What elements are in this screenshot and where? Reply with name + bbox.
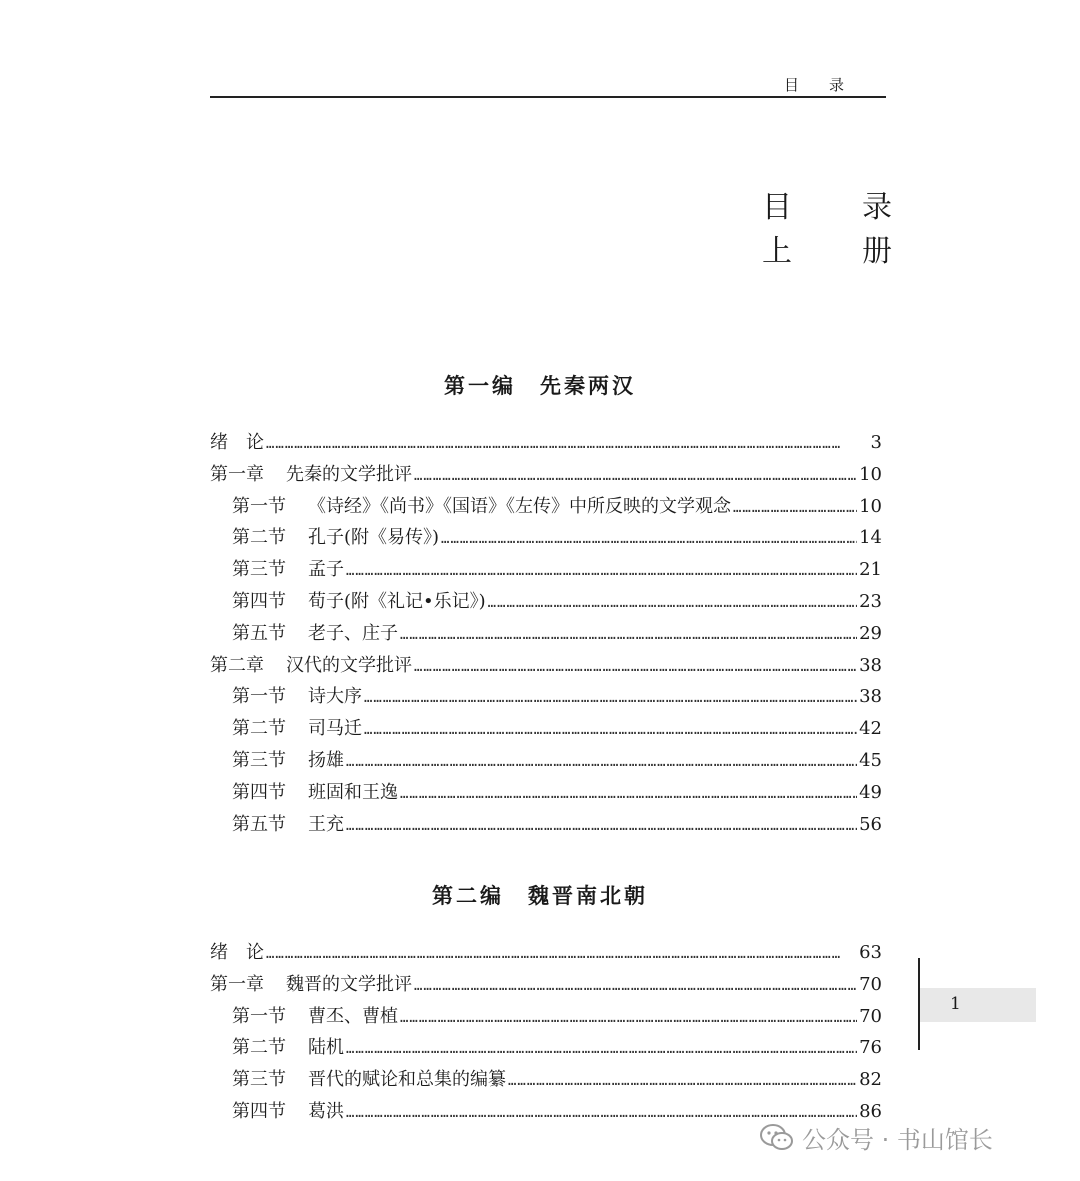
toc-entry — [210, 1002, 882, 1034]
toc-entry-title: 晋代的赋论和总集的编纂 — [308, 1069, 506, 1091]
toc-entry-label — [232, 1097, 344, 1123]
toc-entry-title: 荀子(附《礼记•乐记》) — [308, 590, 486, 612]
toc-leader-dots — [441, 531, 857, 547]
toc-entry-number: 第一章 — [210, 973, 264, 995]
watermark-text: 公众号 · 书山馆长 — [802, 1126, 993, 1154]
toc-part-2 — [210, 938, 882, 1129]
toc-entry — [210, 778, 882, 810]
toc-leader-dots — [266, 436, 858, 452]
toc-entry-label — [232, 555, 344, 581]
toc-entry-page: 49 — [859, 781, 882, 803]
running-head — [210, 74, 886, 98]
toc-entry-page: 45 — [859, 749, 882, 771]
toc-entry-page: 86 — [859, 1100, 882, 1122]
page-title — [762, 186, 892, 274]
toc-entry — [210, 651, 882, 683]
toc-leader-dots — [266, 946, 857, 962]
toc-entry — [210, 714, 882, 746]
toc-entry-label — [210, 460, 412, 486]
toc-entry-page: 76 — [859, 1037, 882, 1059]
toc-entry — [210, 492, 882, 524]
toc-entry-number: 第四节 — [232, 1100, 286, 1122]
toc-entry — [210, 619, 882, 651]
toc-entry-label — [232, 1065, 506, 1091]
toc-entry-page: 70 — [859, 973, 882, 995]
toc-leader-dots — [414, 659, 857, 675]
part-heading-1: 第一编 先秦两汉 — [444, 374, 636, 398]
toc-entry-number: 第二节 — [232, 718, 286, 740]
toc-entry-page: 10 — [859, 463, 882, 485]
title-line-1: 目 录 — [762, 190, 892, 225]
toc-entry-title: 《诗经》《尚书》《国语》《左传》中所反映的文学观念 — [308, 495, 731, 517]
toc-entry-page: 70 — [859, 1005, 882, 1027]
toc-leader-dots — [364, 722, 857, 738]
toc-entry-label — [210, 970, 412, 996]
page-tab-box — [920, 988, 1036, 1022]
toc-entry-number: 第三节 — [232, 1069, 286, 1091]
toc-entry-page: 29 — [859, 622, 882, 644]
toc-entry-title: 魏晋的文学批评 — [286, 973, 412, 995]
toc-entry-title: 绪 论 — [210, 942, 264, 963]
toc-entry — [210, 810, 882, 842]
toc-leader-dots — [364, 690, 857, 706]
toc-entry-number: 第二节 — [232, 1037, 286, 1059]
toc-leader-dots — [733, 500, 857, 516]
toc-entry-number: 第五节 — [232, 813, 286, 835]
toc-entry-page: 42 — [859, 718, 882, 740]
toc-entry-page: 23 — [859, 590, 882, 612]
toc-entry-label — [232, 1002, 398, 1028]
title-line-2: 上 册 — [762, 234, 892, 269]
toc-leader-dots — [346, 563, 857, 579]
toc-entry-label — [232, 523, 439, 549]
toc-entry-number: 第四节 — [232, 590, 286, 612]
toc-leader-dots — [508, 1073, 857, 1089]
toc-entry-title: 绪 论 — [210, 432, 264, 453]
toc-entry-label — [232, 1033, 344, 1059]
toc-entry-number: 第一节 — [232, 686, 286, 708]
toc-entry-number: 第四节 — [232, 781, 286, 803]
wechat-icon — [760, 1123, 794, 1153]
toc-entry-label — [232, 746, 344, 772]
page-number-tab — [918, 958, 1036, 1050]
toc-entry-page: 56 — [859, 813, 882, 835]
toc-entry-title: 汉代的文学批评 — [286, 654, 412, 676]
toc-leader-dots — [400, 627, 857, 643]
toc-entry-number: 第三节 — [232, 749, 286, 771]
toc-entry-title: 孟子 — [308, 559, 344, 581]
toc-leader-dots — [346, 1105, 857, 1121]
toc-entry — [210, 1033, 882, 1065]
toc-part-1 — [210, 428, 882, 841]
toc-entry-label — [210, 651, 412, 677]
toc-entry — [210, 555, 882, 587]
toc-leader-dots — [488, 595, 857, 611]
toc-entry-label — [210, 938, 264, 964]
toc-entry-label — [232, 682, 362, 708]
toc-entry — [210, 1065, 882, 1097]
toc-entry-label — [210, 428, 264, 454]
toc-entry-title: 王充 — [308, 813, 344, 835]
toc-leader-dots — [346, 818, 857, 834]
toc-leader-dots — [414, 978, 857, 994]
toc-entry-title: 陆机 — [308, 1037, 344, 1059]
toc-entry — [210, 428, 882, 460]
toc-entry-page: 63 — [859, 942, 882, 963]
toc-entry-title: 扬雄 — [308, 749, 344, 771]
toc-leader-dots — [400, 786, 857, 802]
toc-entry-label — [232, 587, 486, 613]
toc-entry — [210, 970, 882, 1002]
toc-entry-page: 38 — [859, 686, 882, 708]
toc-entry-title: 班固和王逸 — [308, 781, 398, 803]
toc-entry-page: 10 — [859, 495, 882, 517]
toc-entry — [210, 523, 882, 555]
toc-entry-label — [232, 619, 398, 645]
toc-entry-page: 14 — [859, 527, 882, 549]
toc-entry-title: 孔子(附《易传》) — [308, 527, 440, 549]
toc-entry-page: 21 — [859, 559, 882, 581]
toc-entry-page: 38 — [859, 654, 882, 676]
toc-entry-number: 第三节 — [232, 559, 286, 581]
toc-leader-dots — [346, 1041, 857, 1057]
toc-entry-page: 3 — [870, 432, 882, 453]
running-head-text: 目录 — [783, 76, 874, 94]
toc-entry-title: 葛洪 — [308, 1100, 344, 1122]
watermark — [760, 1120, 993, 1155]
toc-entry-number: 第一章 — [210, 463, 264, 485]
toc-entry-label — [232, 492, 731, 518]
toc-entry-title: 诗大序 — [308, 686, 362, 708]
toc-entry-number: 第二节 — [232, 527, 286, 549]
toc-entry — [210, 587, 882, 619]
toc-entry — [210, 938, 882, 970]
toc-entry-label — [232, 714, 362, 740]
toc-entry — [210, 746, 882, 778]
toc-entry-number: 第二章 — [210, 654, 264, 676]
toc-entry-label — [232, 810, 344, 836]
toc-entry-title: 司马迁 — [308, 718, 362, 740]
toc-entry-title: 老子、庄子 — [308, 622, 398, 644]
page-number: 1 — [950, 994, 961, 1014]
toc-entry-number: 第一节 — [232, 495, 286, 517]
toc-entry-number: 第一节 — [232, 1005, 286, 1027]
toc-leader-dots — [400, 1010, 857, 1026]
toc-leader-dots — [414, 468, 857, 484]
part-heading-2: 第二编 魏晋南北朝 — [432, 884, 648, 908]
toc-entry-title: 曹丕、曹植 — [308, 1005, 398, 1027]
toc-entry-title: 先秦的文学批评 — [286, 463, 412, 485]
toc-entry-label — [232, 778, 398, 804]
toc-entry — [210, 682, 882, 714]
toc-leader-dots — [346, 754, 857, 770]
toc-entry-page: 82 — [859, 1069, 882, 1091]
toc-entry-number: 第五节 — [232, 622, 286, 644]
toc-entry — [210, 460, 882, 492]
